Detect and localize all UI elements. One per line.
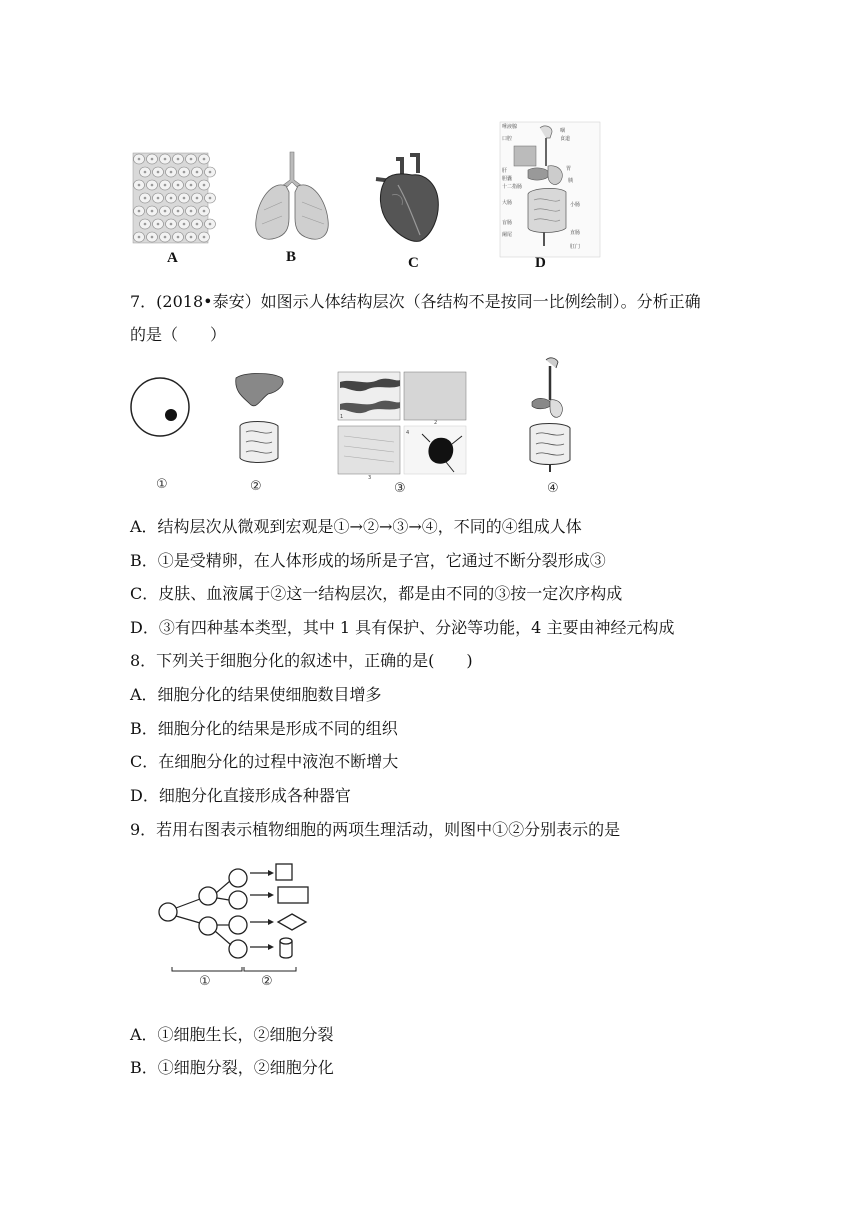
q8-option-c: C．在细胞分化的过程中液泡不断增大: [130, 752, 399, 771]
tissue-num-1: 1: [340, 414, 344, 420]
tissues-icon: [338, 372, 466, 480]
q8-stem: 8．下列关于细胞分化的叙述中，正确的是( ): [130, 651, 473, 670]
q7-stem-line1: 7．(2018•泰安）如图示人体结构层次（各结构不是按同一比例绘制）。分析正确: [130, 292, 701, 311]
digestive-label: 食道: [560, 136, 571, 142]
label-b: B: [286, 249, 297, 265]
q7-option-b: B．①是受精卵，在人体形成的场所是子宫，它通过不断分裂形成③: [130, 551, 606, 570]
digestive-label: 胃: [566, 166, 572, 172]
digestive-label: 肝: [502, 168, 508, 174]
digestive-label: 口腔: [502, 136, 513, 142]
lungs-icon: [252, 150, 332, 245]
digestive-label: 胆囊: [502, 176, 513, 182]
digestive-label: 大肠: [502, 200, 513, 206]
digestive-label: 唾液腺: [502, 124, 518, 130]
q8-option-b: B．细胞分化的结果是形成不同的组织: [130, 719, 398, 738]
q9-option-b: B．①细胞分裂，②细胞分化: [130, 1058, 334, 1077]
digestive-label: 直肠: [570, 230, 581, 236]
tissue-num-4: 4: [406, 430, 410, 436]
q8-option-d: D．细胞分化直接形成各种器官: [130, 786, 351, 805]
tissue-image-a: [133, 153, 208, 243]
label-c: C: [408, 255, 419, 271]
organs-icon: [232, 370, 287, 470]
q7-label-1: ①: [156, 477, 168, 492]
q9-option-a: A．①细胞生长，②细胞分裂: [130, 1025, 334, 1044]
heart-icon: [372, 155, 444, 245]
tissue-num-3: 3: [368, 475, 372, 481]
digestive-label: 小肠: [570, 202, 581, 208]
digestive-label: 盲肠: [502, 220, 513, 226]
digestive-label: 阑尾: [502, 232, 513, 238]
label-a: A: [167, 250, 178, 266]
q7-option-a: A．结构层次从微观到宏观是①→②→③→④，不同的④组成人体: [130, 517, 582, 536]
digestive-label: 十二指肠: [502, 184, 523, 190]
q7-label-2: ②: [250, 479, 262, 494]
q9-stem: 9．若用右图表示植物细胞的两项生理活动，则图中①②分别表示的是: [130, 820, 621, 839]
cell-icon: [130, 375, 190, 439]
q7-stem-line2: 的是（ ）: [130, 325, 227, 344]
q9-label-1: ①: [199, 974, 211, 989]
q9-label-2: ②: [261, 974, 273, 989]
q7-option-c: C．皮肤、血液属于②这一结构层次，都是由不同的③按一定次序构成: [130, 584, 623, 603]
q7-label-3: ③: [394, 481, 406, 496]
digestive-label: 胰: [568, 178, 574, 184]
system-icon: [522, 356, 577, 474]
digestive-system-icon: [500, 122, 600, 257]
q7-label-4: ④: [547, 481, 559, 496]
q7-option-d: D．③有四种基本类型，其中 1 具有保护、分泌等功能，4 主要由神经元构成: [130, 618, 675, 637]
digestive-label: 咽: [560, 128, 566, 134]
q8-option-a: A．细胞分化的结果使细胞数目增多: [130, 685, 382, 704]
tissue-num-2: 2: [434, 420, 438, 426]
digestive-label: 肛门: [570, 244, 581, 250]
cell-process-diagram: [150, 855, 330, 995]
label-d: D: [535, 255, 546, 271]
